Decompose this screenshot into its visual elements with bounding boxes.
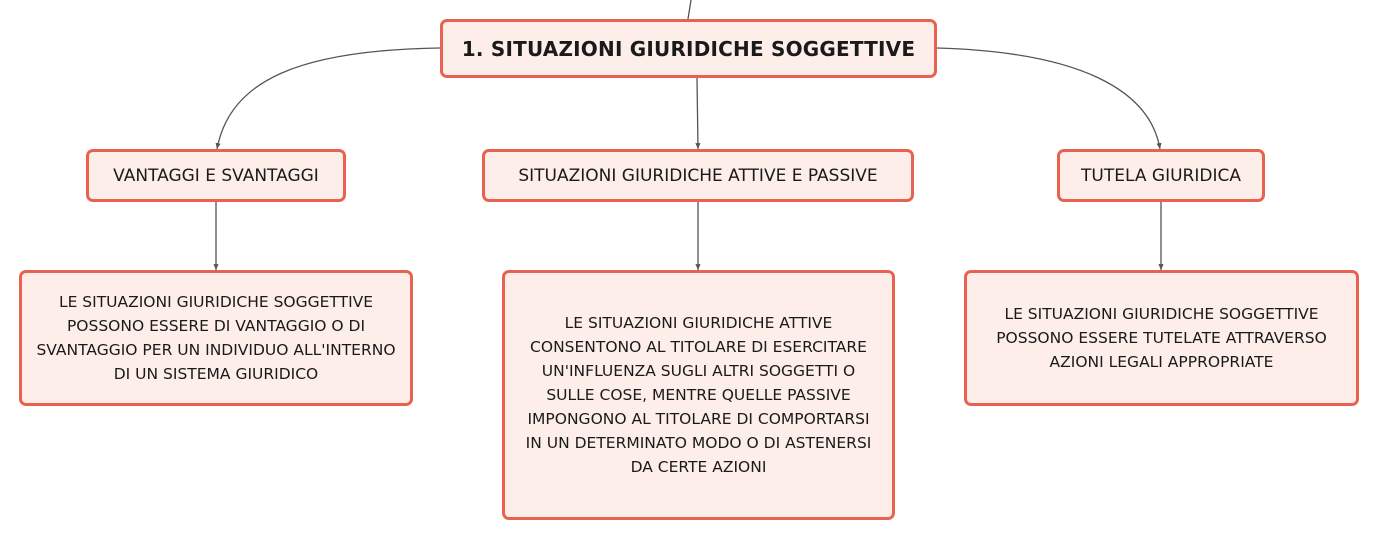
detail-topic-situazioni-attive-passive[interactable] [502, 270, 895, 520]
detail-topic-text: LE SITUAZIONI GIURIDICHE SOGGETTIVE POSSONO ESSERE TUTELATE ATTRAVERSO AZIONI LEGALI APPROPRIATE [996, 305, 1327, 371]
branch-topic-tutela[interactable] [1057, 149, 1265, 202]
connector-root-to-branch-3 [937, 48, 1160, 149]
connector-root-to-branch-1 [217, 48, 440, 149]
root-topic[interactable] [440, 19, 937, 78]
detail-topic-text: LE SITUAZIONI GIURIDICHE SOGGETTIVE POSSONO ESSERE DI VANTAGGIO O DI SVANTAGGIO PER UN INDIVIDUO ALL'INTERNO DI UN SISTEMA GIURIDICO [36, 293, 396, 383]
branch-topic-situazioni-attive-passive[interactable] [482, 149, 914, 202]
root-topic-label: 1. SITUAZIONI GIURIDICHE SOGGETTIVE [461, 36, 916, 61]
detail-topic-tutela[interactable] [964, 270, 1359, 406]
connector-parent-to-root [688, 0, 691, 19]
branch-topic-label: TUTELA GIURIDICA [1081, 165, 1241, 186]
branch-topic-label: SITUAZIONI GIURIDICHE ATTIVE E PASSIVE [518, 165, 878, 186]
detail-topic-text: LE SITUAZIONI GIURIDICHE ATTIVE CONSENTONO AL TITOLARE DI ESERCITARE UN'INFLUENZA SUGLI ALTRI SOGGETTI O SULLE COSE, MENTRE QUELLE PASSIVE IMPONGONO AL TITOLARE DI COMPORTARSI IN UN DETERMINATO MODO O DI ASTENERSI DA CERTE AZIONI [525, 314, 872, 476]
branch-topic-label: VANTAGGI E SVANTAGGI [113, 165, 319, 186]
branch-topic-vantaggi[interactable] [86, 149, 346, 202]
detail-topic-vantaggi[interactable] [19, 270, 413, 406]
connector-root-to-branch-2 [697, 78, 698, 149]
